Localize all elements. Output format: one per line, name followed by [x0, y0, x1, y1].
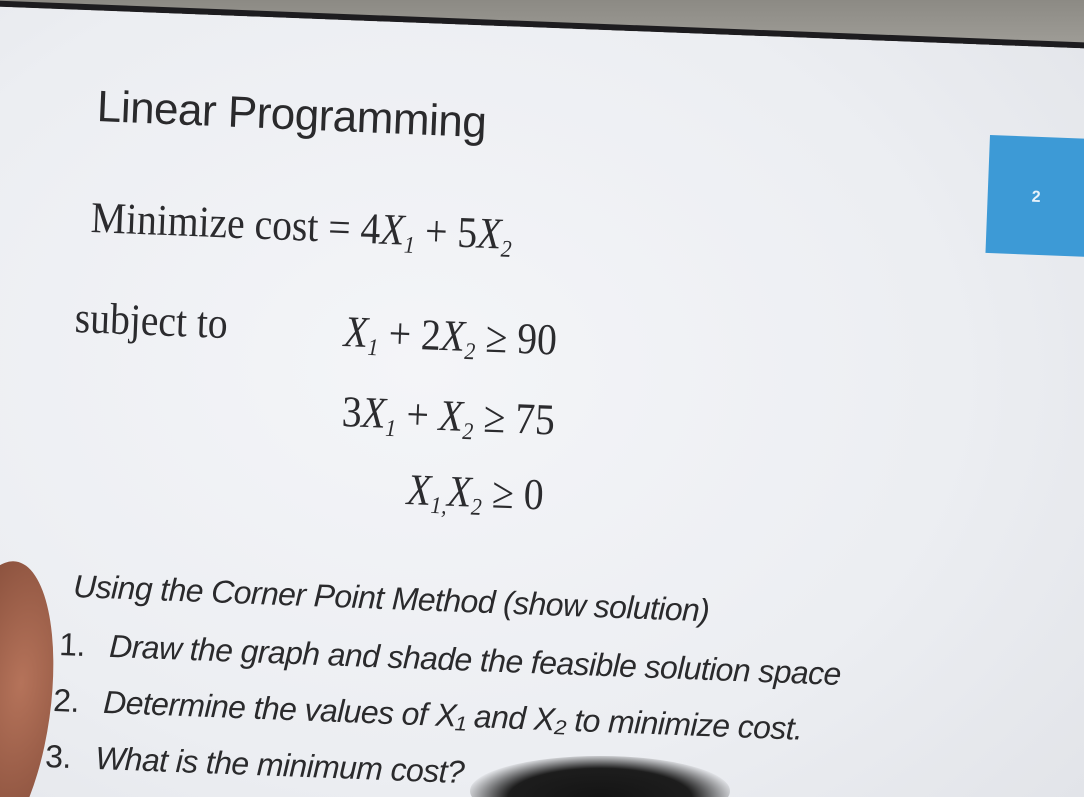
objective-equals: = — [327, 202, 352, 253]
constraint-3-op: ≥ — [491, 468, 515, 519]
constraint-2-coef: 3 — [340, 386, 363, 437]
step-text: Draw the graph and shade the feasible solution space — [108, 627, 842, 692]
objective-prefix: Minimize cost — [89, 192, 320, 252]
list-item — [59, 626, 842, 693]
objective-function: Minimize $\cos t = 4X_1 + 5X_2$ — [89, 192, 513, 263]
page-number: 2 — [1031, 188, 1041, 206]
constraint-1-coef: 2 — [420, 310, 442, 360]
step-text: What is the minimum cost? — [94, 739, 465, 791]
constraint-2: $3X_1 + X_2 \ge 75$ — [340, 386, 556, 446]
subject-to-label: subject to — [73, 292, 229, 349]
list-item — [53, 682, 803, 748]
constraint-3-rhs: 0 — [522, 469, 545, 520]
instructions-heading: Using the Corner Point Method (show solution) — [72, 568, 710, 629]
constraint-nonnegativity: $X_{1,}X_2 \ge 0$ — [405, 464, 545, 521]
var-x1: $X_1$ — [379, 204, 416, 259]
slide-title: Linear Programming — [95, 82, 488, 148]
step-number: 3. — [44, 738, 72, 775]
step-text: Determine the values of X₁ and X₂ to minimize cost. — [102, 683, 804, 747]
constraint-1: $X_1 + 2X_2 \ge 90$ — [342, 306, 558, 366]
constraint-1-rhs: 90 — [516, 313, 558, 365]
objective-coef-2: 5 — [456, 207, 479, 258]
step-number: 2. — [52, 682, 80, 719]
list-item — [45, 738, 465, 791]
constraint-2-rhs: 75 — [514, 393, 556, 445]
constraint-1-op: ≥ — [484, 312, 509, 363]
constraint-2-op: ≥ — [482, 392, 507, 443]
var-x2: $X_2$ — [476, 208, 513, 263]
step-number: 1. — [58, 626, 86, 663]
objective-coef-1: 4 — [359, 203, 382, 254]
